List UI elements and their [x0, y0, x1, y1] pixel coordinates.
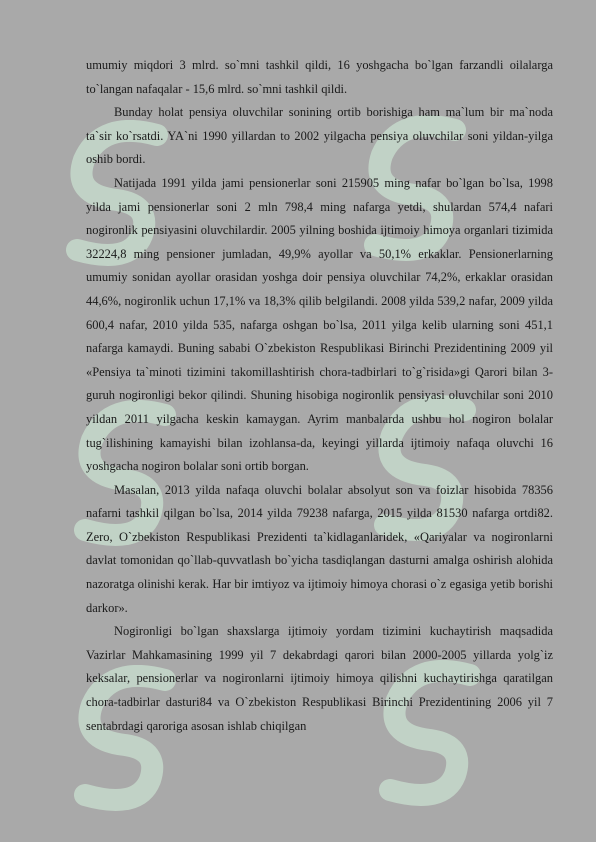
paragraph: Bunday holat pensiya oluvchilar sonining ortib borishiga ham ma`lum bir ma`noda ta`sir ko`rsatdi. YA`ni 1990 yillardan to 2002 yilgacha pensiya oluvchilar soni yildan-yilga oshib bordi.: [86, 105, 553, 167]
paragraph: Natijada 1991 yilda jami pensionerlar soni 215905 ming nafar bo`lgan bo`lsa, 1998 yilda jami pensionerlar soni 2 mln 798,4 ming nafarga yetdi, shulardan 574,4 nafari nogironlik pensiyasini oluvchilardir. 2005 yilning boshida ijtimoiy himoya organlari tizimida 32224,8 ming pensioner jumladan, 49,9% ayollar va 50,1% erkaklar. Pensionerlarning umumiy sonidan ayollar orasidan yoshga doir pensiya oluvchilar 74,2%, erkaklar orasidan 44,6%, nogironlik uchun 17,1% va 18,3% qilib belgilandi. 2008 yilda 539,2 nafar, 2009 yilda 600,4 nafar, 2010 yilda 535, nafarga oshgan bo`lsa, 2011 yilga kelib ularning soni 451,1 nafarga kamaydi. Buning sababi O`zbekiston Respublikasi Birinchi Prezidentining 2009 yil «Pensiya ta`minoti tizimini takomillashtirish chora-tadbirlari to`g`risida»gi Qarori bilan 3-guruh nogironligi bekor qilindi. Shuning hisobiga nogironlik pensiyasi oluvchilar soni 2010 yildan 2011 yilgacha keskin kamaygan. Ayrim manbalarda ushbu hol nogiron bolalar tug`ilishining kamayishi bilan izohlansa-da, keyingi yillarda ijtimoiy nafaqa oluvchi 16 yoshgacha nogiron bolalar soni ortib borgan.: [86, 175, 553, 474]
paragraph: Masalan, 2013 yilda nafaqa oluvchi bolalar absolyut son va foizlar hisobida 78356 nafarni tashkil qilgan bo`lsa, 2014 yilda 79238 nafarga, 2015 yilda 81530 nafarga ortdi82. Zero, O`zbekiston Respublikasi Prezidenti ta`kidlaganlaridek, «Qariyalar va nogironlarni davlat tomonidan qo`llab-quvvatlash bo`yicha tasdiqlangan dasturni amalga oshirish alohida nazoratga olinishi kerak. Har bir imtiyoz va ijtimoiy himoya chorasi o`z egasiga yetib borishi darkor».: [86, 482, 553, 615]
paragraph: Nogironligi bo`lgan shaxslarga ijtimoiy yordam tizimini kuchaytirish maqsadida Vazirlar Mahkamasining 1999 yil 7 dekabrdagi qarori bilan 2000-2005 yillarda yolg`iz keksalar, pensionerlar va nogironlarni ijtimoiy himoya qilishni kuchaytirishga qaratilgan chora-tadbirlar dasturi84 va O`zbekiston Respublikasi Birinchi Prezidentining 2006 yil 7 sentabrdagi qaroriga asosan ishlab chiqilgan: [86, 624, 553, 733]
paragraph-continuation: umumiy miqdori 3 mlrd. so`mni tashkil qildi, 16 yoshgacha bo`lgan farzandli oilalarga to`langan nafaqalar - 15,6 mlrd. so`mni tashkil qildi.: [86, 58, 553, 96]
document-body: [86, 54, 553, 738]
